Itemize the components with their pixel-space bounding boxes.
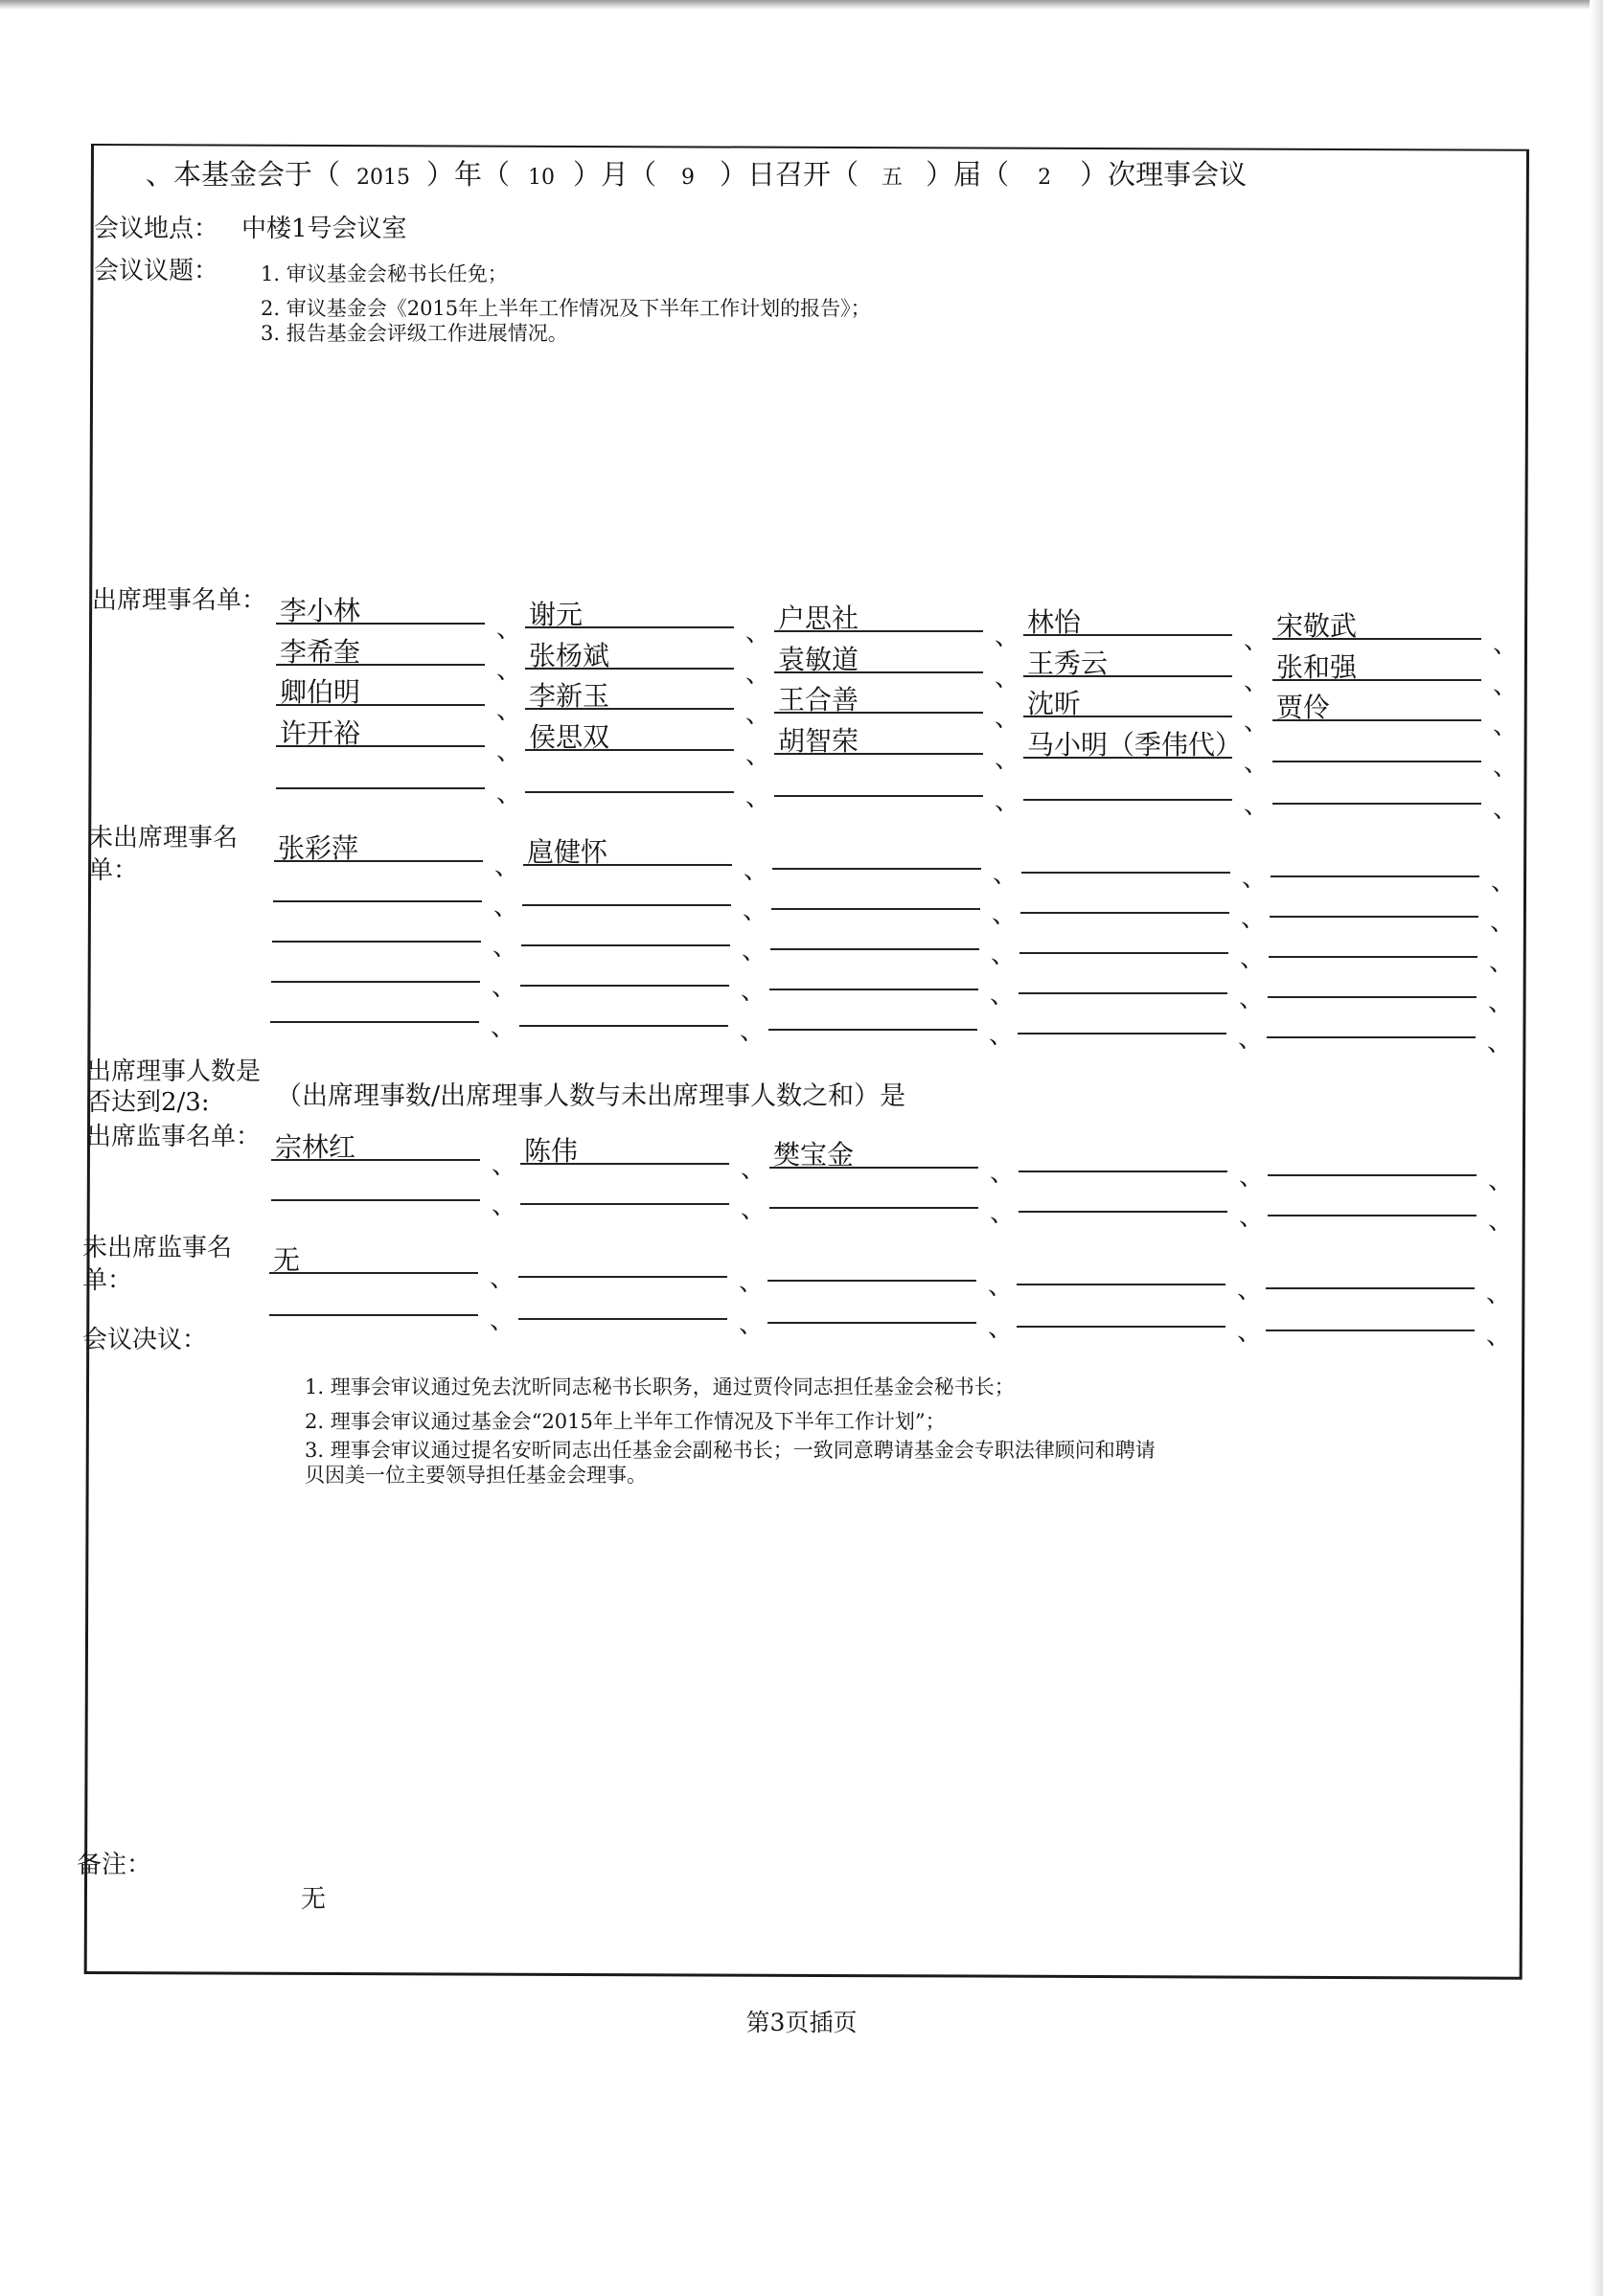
name-underline (1268, 1174, 1477, 1176)
member-name: 樊宝金 (773, 1139, 855, 1171)
name-underline (770, 948, 979, 950)
member-name: 李小林 (280, 595, 361, 626)
form-frame (84, 144, 1529, 1980)
member-name: 张和强 (1276, 651, 1358, 683)
resolutions-label: 会议决议： (82, 1326, 208, 1354)
attending-supervisors-label: 出席监事名单： (86, 1123, 262, 1151)
name-underline (768, 1029, 977, 1031)
attending-directors-label: 出席理事名单： (92, 586, 267, 615)
name-separator: 、 (744, 856, 769, 885)
name-separator: 、 (1244, 708, 1270, 737)
name-separator: 、 (739, 1310, 765, 1339)
member-name: 户思社 (778, 602, 859, 634)
header-session-text: ）届（ (926, 158, 1010, 191)
name-underline (1271, 875, 1479, 877)
name-underline (519, 1025, 728, 1027)
name-underline (769, 989, 978, 990)
name-separator: 、 (492, 1192, 517, 1220)
name-separator: 、 (739, 1268, 765, 1297)
name-separator: 、 (745, 741, 771, 770)
name-underline (518, 1318, 727, 1320)
agenda-item: 3. 报告基金会评级工作进展情况。 (261, 322, 568, 345)
member-name: 胡智荣 (778, 725, 859, 757)
name-separator: 、 (496, 696, 522, 725)
header-year: 2015 (356, 166, 411, 190)
name-separator: 、 (995, 787, 1020, 816)
name-underline (767, 1322, 976, 1324)
name-underline (271, 1199, 480, 1201)
member-name: 宋敬武 (1276, 610, 1358, 642)
name-separator: 、 (1244, 626, 1270, 655)
name-separator: 、 (1493, 795, 1519, 824)
meeting-header (146, 153, 1247, 193)
name-underline (1019, 992, 1227, 994)
member-name: 张杨斌 (529, 640, 610, 671)
resolution-item: 3. 理事会审议通过提名安昕同志出任基金会副秘书长；一致同意聘请基金会专职法律顾问和聘请 (305, 1439, 1156, 1462)
name-separator: 、 (989, 1021, 1015, 1050)
agenda-item: 2. 审议基金会《2015年上半年工作情况及下半年工作计划的报告》； (261, 297, 871, 320)
name-separator: 、 (1240, 944, 1266, 973)
name-separator: 、 (1486, 1280, 1512, 1308)
name-underline (1020, 912, 1229, 914)
name-separator: 、 (1244, 791, 1270, 820)
name-underline (1019, 952, 1228, 954)
scan-right-shadow (1590, 0, 1603, 2296)
name-separator: 、 (494, 852, 520, 881)
member-name: 陈伟 (524, 1135, 579, 1167)
member-name: 马小明（季伟代） (1027, 729, 1243, 761)
quorum-text: （出席理事数/出席理事人数与未出席理事人数之和）是 (276, 1081, 906, 1111)
name-separator: 、 (745, 619, 771, 648)
name-underline (767, 1280, 976, 1282)
name-underline (270, 1021, 479, 1023)
name-separator: 、 (1488, 1167, 1514, 1195)
name-separator: 、 (993, 860, 1019, 889)
name-underline (1266, 1287, 1475, 1289)
header-month-text: ）月（ (573, 158, 657, 191)
header-meeting-no: 2 (1038, 166, 1052, 190)
name-underline (1017, 1284, 1225, 1285)
name-separator: 、 (991, 941, 1017, 969)
member-name: 谢元 (529, 599, 584, 630)
name-underline (272, 941, 481, 943)
location-label: 会议地点： (94, 215, 219, 243)
name-separator: 、 (741, 1155, 767, 1184)
member-name: 李希奎 (280, 636, 361, 668)
name-underline (1268, 1215, 1477, 1216)
name-separator: 、 (990, 1159, 1016, 1188)
header-month: 10 (528, 166, 556, 190)
member-name: 许开裕 (280, 717, 361, 749)
name-separator: 、 (743, 897, 768, 925)
name-separator: 、 (493, 893, 519, 921)
name-underline (769, 1207, 978, 1209)
name-separator: 、 (1241, 904, 1267, 933)
name-separator: 、 (995, 664, 1020, 693)
name-separator: 、 (1493, 753, 1519, 782)
remarks-label: 备注： (77, 1851, 152, 1879)
name-separator: 、 (995, 704, 1020, 733)
name-underline (1267, 1036, 1476, 1038)
name-underline (271, 981, 480, 983)
member-name: 扈健怀 (527, 836, 608, 868)
name-separator: 、 (1493, 712, 1519, 740)
member-name: 王合善 (778, 684, 859, 716)
agenda-label: 会议议题： (94, 257, 219, 285)
name-separator: 、 (1237, 1276, 1263, 1305)
name-separator: 、 (1489, 948, 1515, 977)
name-underline (1017, 1326, 1225, 1328)
name-separator: 、 (1239, 1203, 1265, 1232)
name-underline (522, 904, 731, 906)
name-underline (521, 944, 730, 946)
name-separator: 、 (992, 900, 1018, 929)
name-underline (1018, 1033, 1226, 1034)
name-separator: 、 (496, 615, 522, 644)
member-name: 王秀云 (1027, 648, 1109, 679)
name-separator: 、 (1238, 1025, 1264, 1054)
name-separator: 、 (995, 623, 1020, 651)
name-separator: 、 (491, 1013, 516, 1042)
header-session: 五 (882, 166, 904, 190)
name-underline (1272, 761, 1481, 762)
member-name: 张彩萍 (278, 832, 359, 864)
name-separator: 、 (1490, 908, 1516, 937)
name-separator: 、 (745, 700, 771, 729)
name-separator: 、 (1487, 1029, 1513, 1057)
resolution-item: 1. 理事会审议通过免去沈昕同志秘书长职务，通过贾伶同志担任基金会秘书长； (305, 1375, 1015, 1398)
name-underline (518, 1276, 727, 1278)
member-name: 宗林红 (275, 1131, 356, 1163)
header-prefix: 、本基金会于（ (146, 158, 341, 191)
member-name: 侯思双 (529, 721, 610, 753)
name-underline (269, 1314, 478, 1316)
page-number: 第3页插页 (745, 2009, 858, 2036)
name-separator: 、 (492, 933, 518, 962)
header-year-text: ）年（ (426, 158, 511, 191)
name-underline (1272, 803, 1481, 805)
name-underline (1268, 996, 1477, 998)
member-name: 卿伯明 (280, 676, 361, 708)
name-separator: 、 (988, 1314, 1014, 1343)
name-separator: 、 (741, 977, 767, 1006)
quorum-label: 出席理事人数是 (86, 1057, 262, 1086)
name-separator: 、 (745, 660, 771, 689)
name-separator: 、 (1486, 1322, 1512, 1351)
name-separator: 、 (1488, 1207, 1514, 1236)
absent-supervisors-label: 未出席监事名 (82, 1234, 233, 1262)
name-underline (520, 985, 729, 987)
name-separator: 、 (1491, 868, 1517, 897)
name-separator: 、 (1493, 630, 1519, 659)
name-underline (1023, 799, 1232, 801)
member-name: 贾伶 (1276, 692, 1331, 723)
name-underline (771, 908, 980, 910)
member-name: 袁敏道 (778, 644, 859, 675)
header-day: 9 (681, 166, 696, 190)
name-underline (520, 1203, 729, 1205)
resolution-item: 2. 理事会审议通过基金会“2015年上半年工作情况及下半年工作计划”； (305, 1410, 946, 1433)
quorum-label-cont: 否达到2/3: (86, 1088, 210, 1117)
name-underline (525, 791, 734, 793)
absent-directors-label-cont: 单： (88, 856, 139, 885)
absent-supervisors-label-cont: 单： (82, 1266, 133, 1295)
name-underline (273, 900, 482, 902)
name-separator: 、 (1239, 1163, 1265, 1192)
scan-top-shadow (0, 0, 1603, 10)
location-value: 中楼1号会议室 (241, 215, 407, 243)
name-underline (1019, 1171, 1227, 1172)
name-separator: 、 (1244, 749, 1270, 778)
name-separator: 、 (745, 784, 771, 812)
name-separator: 、 (740, 1017, 766, 1046)
name-separator: 、 (490, 1307, 515, 1335)
name-underline (772, 868, 981, 870)
name-underline (1021, 872, 1230, 874)
name-separator: 、 (1237, 1318, 1263, 1347)
name-underline (269, 1272, 478, 1274)
header-meeting-text: ）次理事会议 (1080, 158, 1248, 191)
name-separator: 、 (496, 656, 522, 685)
name-underline (1269, 956, 1477, 958)
member-name: 无 (273, 1244, 301, 1276)
name-separator: 、 (995, 745, 1020, 774)
name-separator: 、 (1239, 985, 1265, 1013)
resolution-item: 贝因美一位主要领导担任基金会理事。 (305, 1464, 647, 1487)
name-separator: 、 (990, 981, 1016, 1010)
agenda-item: 1. 审议基金会秘书长任免； (261, 262, 508, 285)
name-underline (1019, 1211, 1227, 1213)
name-separator: 、 (496, 738, 522, 766)
name-separator: 、 (741, 1195, 767, 1224)
name-separator: 、 (1242, 864, 1268, 893)
name-separator: 、 (990, 1199, 1016, 1228)
name-separator: 、 (496, 780, 522, 808)
name-underline (774, 795, 983, 797)
name-separator: 、 (490, 1264, 515, 1293)
name-underline (276, 787, 485, 789)
name-separator: 、 (742, 937, 767, 966)
remarks-value: 无 (301, 1885, 327, 1914)
absent-directors-label: 未出席理事名 (88, 824, 239, 852)
name-separator: 、 (1493, 671, 1519, 700)
name-underline (1266, 1330, 1475, 1331)
member-name: 沈昕 (1027, 688, 1082, 719)
name-separator: 、 (492, 973, 517, 1002)
member-name: 李新玉 (529, 680, 610, 712)
name-separator: 、 (988, 1272, 1014, 1301)
name-separator: 、 (1244, 668, 1270, 696)
name-underline (1270, 916, 1478, 918)
member-name: 林怡 (1027, 606, 1082, 638)
name-separator: 、 (492, 1151, 517, 1180)
header-day-text: ）日召开（ (720, 158, 859, 191)
name-separator: 、 (1488, 989, 1514, 1017)
